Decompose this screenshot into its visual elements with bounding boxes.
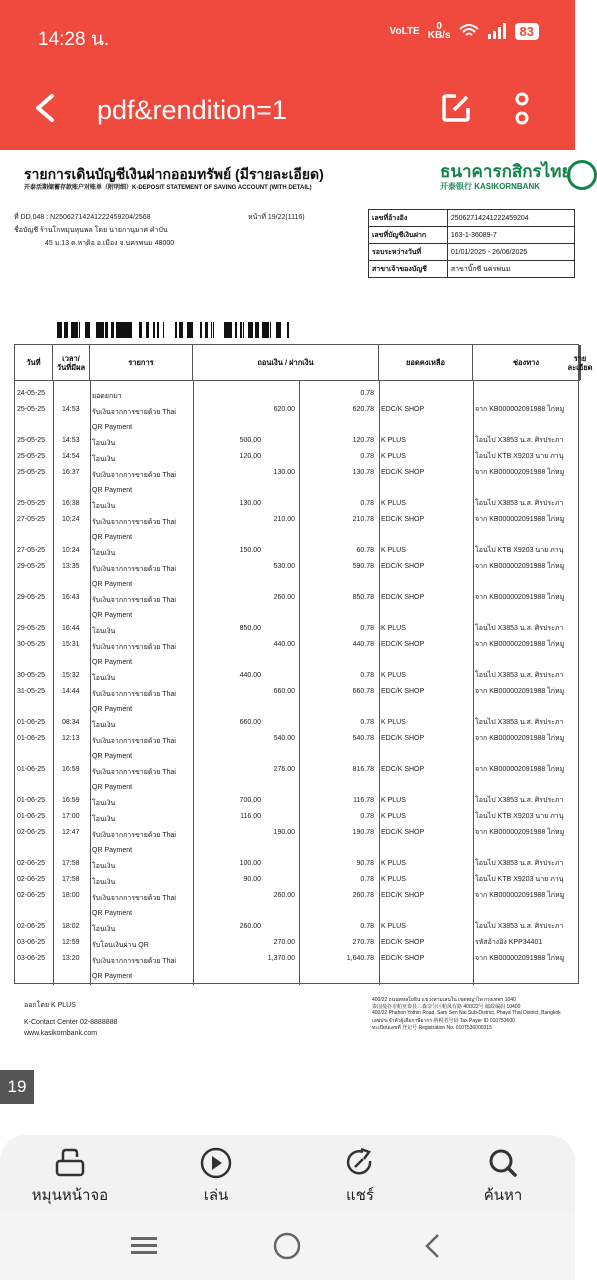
- table-cell: โอนเงิน: [92, 816, 116, 823]
- table-cell: 90.00: [243, 876, 261, 883]
- table-cell: โอนเงิน: [92, 503, 116, 510]
- table-cell: รับเงินจากการขายด้วย Thai QR Payment: [92, 958, 176, 980]
- table-cell: 116.78: [353, 797, 374, 804]
- table-cell: 01-06-25: [17, 735, 46, 742]
- table-cell: โอนไป X3853 น.ส. ศิรประภา: [475, 672, 564, 679]
- page-indicator: 19: [0, 1070, 34, 1104]
- table-cell: โอนเงิน: [92, 863, 116, 870]
- rotate-screen-icon: [53, 1147, 87, 1179]
- volte-icon: VoLTE: [389, 25, 420, 37]
- table-cell: 850.78: [352, 594, 374, 601]
- wifi-icon: [459, 23, 479, 39]
- bottom-toolbar: [0, 1135, 575, 1213]
- table-cell: โอนเงิน: [92, 722, 116, 729]
- info-value: 01/01/2025 - 26/06/2025: [447, 244, 574, 261]
- home-button[interactable]: [271, 1231, 303, 1265]
- table-cell: 0.78: [360, 719, 374, 726]
- info-key: เลขที่บัญชีเงินฝาก: [369, 227, 448, 244]
- table-cell: จาก KB000002091988 ไก่หมู: [475, 766, 565, 773]
- search-label: ค้นหา: [483, 1186, 523, 1204]
- table-cell: 850.00: [239, 625, 261, 632]
- table-cell: จาก KB000002091988 ไก่หมู: [475, 563, 565, 570]
- table-cell: 120.78: [352, 437, 374, 444]
- info-value: 250627142412224592​04: [447, 210, 574, 227]
- info-key: สาขาเจ้าของบัญชี: [369, 261, 448, 278]
- table-cell: 24-05-25: [17, 390, 46, 397]
- table-cell: จาก KB000002091988 ไก่หมู: [475, 406, 565, 413]
- table-cell: รับเงินจากการขายด้วย Thai QR Payment: [92, 644, 176, 666]
- table-cell: 440.00: [273, 641, 295, 648]
- table-cell: 16:43: [62, 594, 80, 601]
- table-cell: 1,370.00: [267, 955, 295, 962]
- table-cell: โอนเงิน: [92, 456, 116, 463]
- table-cell: 276.00: [273, 766, 295, 773]
- table-cell: 27-05-25: [17, 547, 46, 554]
- table-cell: 25-05-25: [17, 437, 46, 444]
- table-cell: 530.00: [273, 563, 295, 570]
- status-bar: [0, 0, 575, 70]
- play-icon: [199, 1147, 233, 1179]
- column-header: ยอดคงเหลือ: [379, 345, 473, 380]
- table-cell: 16:59: [62, 797, 80, 804]
- table-cell: 130.00: [273, 469, 295, 476]
- table-cell: รับเงินจากการขายด้วย Thai QR Payment: [92, 832, 176, 854]
- table-cell: 0.78: [360, 813, 374, 820]
- table-cell: 29-05-25: [17, 563, 46, 570]
- table-cell: EDC/K SHOP: [381, 892, 425, 899]
- table-cell: รับโอนเงินผ่าน QR: [92, 942, 149, 949]
- table-cell: 10:24: [62, 547, 80, 554]
- battery-icon: 83: [515, 23, 539, 40]
- table-cell: 25-05-25: [17, 453, 46, 460]
- footer-taxid: เลขประจำตัวผู้เสียภาษีอากร 纳税者号码 Tax Payer ID 010753600: [372, 1018, 515, 1024]
- table-cell: K PLUS: [381, 719, 406, 726]
- home-icon: [271, 1231, 303, 1261]
- share-button[interactable]: [305, 1147, 415, 1207]
- play-button[interactable]: [161, 1147, 271, 1207]
- column-header: เวลา/ วันที่มีผล: [53, 345, 90, 380]
- table-cell: โอนไป X3853 น.ส. ศิรประภา: [475, 860, 564, 867]
- table-cell: 02-06-25: [17, 923, 46, 930]
- info-row: [369, 244, 575, 261]
- info-value: 163-1-36089-7: [447, 227, 574, 244]
- column-header: รายละเอียด: [580, 345, 581, 380]
- table-cell: 30-05-25: [17, 641, 46, 648]
- back-nav-button[interactable]: [418, 1231, 450, 1265]
- table-cell: K PLUS: [381, 547, 406, 554]
- table-cell: 0.78: [360, 453, 374, 460]
- table-cell: EDC/K SHOP: [381, 563, 425, 570]
- table-cell: 15:32: [62, 672, 80, 679]
- table-cell: 12:59: [62, 939, 80, 946]
- status-time: 14:28 น.: [38, 29, 110, 50]
- system-nav-bar: [0, 1213, 575, 1280]
- table-cell: K PLUS: [381, 453, 406, 460]
- table-cell: 18:00: [62, 892, 80, 899]
- table-cell: 15:31: [62, 641, 80, 648]
- table-cell: โอนไป X3853 น.ส. ศิรประภา: [475, 719, 564, 726]
- table-cell: K PLUS: [381, 813, 406, 820]
- table-cell: 660.00: [273, 688, 295, 695]
- table-cell: EDC/K SHOP: [381, 594, 425, 601]
- table-cell: 116.00: [240, 813, 261, 820]
- table-cell: EDC/K SHOP: [381, 766, 425, 773]
- account-name-line: ชื่อบัญชี ร้านโกหมุนหุนพล โดย นายกานุมาศ คำบัน: [14, 227, 168, 234]
- table-cell: จาก KB000002091988 ไก่หมู: [475, 469, 565, 476]
- table-cell: 14:54: [62, 453, 80, 460]
- more-button[interactable]: [510, 92, 534, 130]
- table-cell: 12:47: [62, 829, 80, 836]
- table-cell: EDC/K SHOP: [381, 829, 425, 836]
- status-icons: [390, 22, 539, 40]
- table-cell: รับเงินจากการขายด้วย Thai QR Payment: [92, 472, 176, 494]
- column-divider: [473, 380, 474, 985]
- table-cell: 16:44: [62, 625, 80, 632]
- table-cell: K PLUS: [381, 923, 406, 930]
- info-value: สาขาบิ๊กซี นครพนม: [447, 261, 574, 278]
- table-cell: จาก KB000002091988 ไก่หมู: [475, 594, 565, 601]
- table-cell: 13:20: [62, 955, 80, 962]
- table-cell: 210.78: [352, 516, 374, 523]
- footer-address-th: 400/22 ถนนพหลโยธิน แขวงสามเสนใน เขตพญาไท กรุงเทพฯ 1040: [372, 997, 516, 1003]
- address-line: 45 ม.13 ต.หาดิอ อ.เมือง จ.นครพนม 48000: [45, 240, 175, 247]
- table-cell: EDC/K SHOP: [381, 406, 425, 413]
- statement-title: รายการเดินบัญชีเงินฝากออมทรัพย์ (มีรายละเอียด): [24, 166, 324, 182]
- share-icon: [343, 1147, 377, 1179]
- table-cell: 14:44: [62, 688, 80, 695]
- footer-issued: ออกโดย K PLUS: [24, 1002, 76, 1009]
- app-bar: [0, 70, 575, 150]
- table-cell: 02-06-25: [17, 829, 46, 836]
- table-cell: จาก KB000002091988 ไก่หมู: [475, 516, 565, 523]
- table-cell: โอนไป KTB X9203 นาย ภานุ: [475, 453, 564, 460]
- table-cell: 01-06-25: [17, 719, 46, 726]
- barcode: [57, 322, 288, 338]
- table-cell: K PLUS: [381, 797, 406, 804]
- table-cell: 0.78: [360, 876, 374, 883]
- table-cell: 13:35: [62, 563, 80, 570]
- column-header: รายการ: [90, 345, 193, 380]
- info-key: รอบระหว่างวันที่: [369, 244, 448, 261]
- table-cell: 260.00: [239, 923, 261, 930]
- table-cell: 12:13: [62, 735, 80, 742]
- table-cell: รับเงินจากการขายด้วย Thai QR Payment: [92, 895, 176, 917]
- header-divider: [15, 380, 580, 381]
- table-cell: 17:58: [62, 860, 80, 867]
- table-cell: K PLUS: [381, 876, 406, 883]
- table-cell: 30-05-25: [17, 672, 46, 679]
- info-row: [369, 210, 575, 227]
- table-cell: ยอดยกมา: [92, 393, 122, 400]
- rotate-screen-button[interactable]: [15, 1147, 125, 1207]
- table-cell: 440.00: [239, 672, 261, 679]
- table-cell: 260.00: [273, 892, 295, 899]
- play-label: เล่น: [203, 1186, 229, 1204]
- table-cell: โอนไป X3853 น.ส. ศิรประภา: [475, 923, 564, 930]
- table-cell: 100.00: [239, 860, 261, 867]
- table-cell: รับเงินจากการขายด้วย Thai QR Payment: [92, 691, 176, 713]
- table-cell: จาก KB000002091988 ไก่หมู: [475, 688, 565, 695]
- edit-icon: [440, 92, 472, 124]
- pdf-document-page[interactable]: [0, 150, 593, 1115]
- table-cell: รหัสอ้างอิง KPP34401: [475, 939, 543, 946]
- footer-address-en: 400/22 Phahon Yothin Road, Sam Sen Nai Sub-District, Phaya Thai District, Bangkok: [372, 1010, 561, 1016]
- table-cell: 620.78: [352, 406, 374, 413]
- back-arrow-icon: [30, 88, 60, 128]
- table-cell: จาก KB000002091988 ไก่หมู: [475, 735, 565, 742]
- table-cell: 540.00: [273, 735, 295, 742]
- table-cell: 0.78: [360, 390, 374, 397]
- table-cell: 10:24: [62, 516, 80, 523]
- table-cell: 660.00: [239, 719, 261, 726]
- table-cell: K PLUS: [381, 500, 406, 507]
- table-cell: 60.78: [356, 547, 374, 554]
- recent-apps-button[interactable]: [128, 1231, 160, 1265]
- table-cell: K PLUS: [381, 437, 406, 444]
- search-button[interactable]: [448, 1147, 558, 1207]
- table-cell: โอนเงิน: [92, 675, 116, 682]
- footer-contact: K-Contact Center 02-8888888: [24, 1019, 118, 1026]
- transactions-table: [14, 344, 593, 984]
- signal-icon: [487, 23, 507, 39]
- back-button[interactable]: [30, 88, 66, 128]
- table-cell: 1,640.78: [346, 955, 374, 962]
- table-cell: EDC/K SHOP: [381, 688, 425, 695]
- table-cell: 130.00: [239, 500, 261, 507]
- table-cell: 08:34: [62, 719, 80, 726]
- table-cell: 500.00: [239, 437, 261, 444]
- column-divider: [379, 380, 380, 985]
- table-cell: 700.00: [239, 797, 261, 804]
- table-cell: EDC/K SHOP: [381, 469, 425, 476]
- bank-logo: [567, 160, 597, 190]
- table-cell: 01-06-25: [17, 766, 46, 773]
- table-cell: 440.78: [352, 641, 374, 648]
- search-icon: [486, 1147, 520, 1179]
- table-cell: 17:00: [62, 813, 80, 820]
- table-cell: โอนเงิน: [92, 926, 116, 933]
- table-cell: 02-06-25: [17, 860, 46, 867]
- table-cell: 190.78: [352, 829, 374, 836]
- table-cell: 0.78: [360, 500, 374, 507]
- table-cell: 25-05-25: [17, 469, 46, 476]
- recent-apps-icon: [128, 1231, 160, 1261]
- table-cell: โอนเงิน: [92, 879, 116, 886]
- table-cell: 90.78: [356, 860, 374, 867]
- table-cell: รับเงินจากการขายด้วย Thai QR Payment: [92, 566, 176, 588]
- more-options-icon: [510, 92, 534, 126]
- table-cell: จาก KB000002091988 ไก่หมู: [475, 955, 565, 962]
- table-cell: จาก KB000002091988 ไก่หมู: [475, 829, 565, 836]
- column-divider: [53, 380, 54, 985]
- info-row: [369, 227, 575, 244]
- table-cell: 210.00: [273, 516, 295, 523]
- table-cell: 31-05-25: [17, 688, 46, 695]
- reference-line: ที่ DD.048 : N2506271424122245920​4/2568: [14, 214, 151, 221]
- table-cell: 0.78: [360, 672, 374, 679]
- column-header: วันที่: [15, 345, 53, 380]
- table-cell: 25-05-25: [17, 500, 46, 507]
- table-cell: EDC/K SHOP: [381, 939, 425, 946]
- rotate-screen-label: หมุนหน้าจอ: [31, 1186, 109, 1204]
- table-cell: รับเงินจากการขายด้วย Thai QR Payment: [92, 409, 176, 431]
- table-cell: 590.78: [352, 563, 374, 570]
- table-cell: 0.78: [360, 625, 374, 632]
- table-cell: EDC/K SHOP: [381, 735, 425, 742]
- column-header: ช่องทาง: [473, 345, 580, 380]
- table-cell: 270.78: [352, 939, 374, 946]
- table-cell: 270.00: [273, 939, 295, 946]
- table-cell: 150.00: [239, 547, 261, 554]
- table-cell: 0.78: [360, 923, 374, 930]
- table-cell: โอนเงิน: [92, 800, 116, 807]
- table-cell: จาก KB000002091988 ไก่หมู: [475, 892, 565, 899]
- table-cell: จาก KB000002091988 ไก่หมู: [475, 641, 565, 648]
- table-cell: 120.00: [239, 453, 261, 460]
- table-cell: 27-05-25: [17, 516, 46, 523]
- network-speed: 0 KB/s: [427, 21, 451, 41]
- table-cell: รับเงินจากการขายด้วย Thai QR Payment: [92, 519, 176, 541]
- page-title: pdf&rendition=1: [97, 95, 287, 125]
- edit-button[interactable]: [440, 92, 472, 128]
- table-cell: 130.78: [352, 469, 374, 476]
- share-label: แชร์: [346, 1186, 374, 1204]
- statement-subtitle: 开泰活期储蓄存款账户对账单（附明细）K-DEPOSIT STATEMENT OF SAVING ACCOUNT (WITH DETAIL): [24, 185, 312, 191]
- page-number-line: หน้าที่ 19/22(1116): [248, 214, 305, 221]
- column-divider: [90, 380, 91, 985]
- footer-address-cn: 泰国曼谷市帕亚泰县三森奈分区帕凤有路 400/22号 邮政编码 10400: [372, 1004, 521, 1010]
- table-cell: 16:37: [62, 469, 80, 476]
- column-divider: [193, 380, 194, 985]
- info-row: [369, 261, 575, 278]
- table-cell: K PLUS: [381, 860, 406, 867]
- table-cell: 29-05-25: [17, 594, 46, 601]
- footer-website: www.kasikornbank.com: [24, 1030, 98, 1037]
- table-cell: โอนไป X3853 น.ส. ศิรประภา: [475, 437, 564, 444]
- table-cell: EDC/K SHOP: [381, 955, 425, 962]
- table-cell: EDC/K SHOP: [381, 641, 425, 648]
- table-cell: 14:53: [62, 437, 80, 444]
- table-cell: 16:59: [62, 766, 80, 773]
- table-cell: 16:38: [62, 500, 80, 507]
- table-cell: 02-06-25: [17, 876, 46, 883]
- account-info-table: [368, 209, 575, 278]
- back-nav-icon: [418, 1231, 450, 1261]
- info-key: เลขที่อ้างอิง: [369, 210, 448, 227]
- footer-registration: ทะเบียนเลขที่ 登记号 Registration No. 0107536000315: [372, 1025, 492, 1031]
- table-cell: โอนเงิน: [92, 628, 116, 635]
- table-cell: 17:58: [62, 876, 80, 883]
- bank-name-en: 开泰银行 KASIKORNBANK: [440, 182, 540, 191]
- table-cell: โอนไป X3853 น.ส. ศิรประภา: [475, 625, 564, 632]
- table-cell: รับเงินจากการขายด้วย Thai QR Payment: [92, 769, 176, 791]
- table-cell: 03-06-25: [17, 939, 46, 946]
- table-cell: 14:53: [62, 406, 80, 413]
- table-cell: โอนไป X3853 น.ส. ศิรประภา: [475, 797, 564, 804]
- table-cell: 01-06-25: [17, 813, 46, 820]
- table-cell: K PLUS: [381, 625, 406, 632]
- table-cell: 620.00: [273, 406, 295, 413]
- bank-name-thai: ธนาคารกสิกรไทย: [440, 162, 572, 181]
- table-cell: 29-05-25: [17, 625, 46, 632]
- table-cell: โอนเงิน: [92, 440, 116, 447]
- table-cell: รับเงินจากการขายด้วย Thai QR Payment: [92, 738, 176, 760]
- table-cell: 260.00: [273, 594, 295, 601]
- table-cell: 01-06-25: [17, 797, 46, 804]
- table-cell: 02-06-25: [17, 892, 46, 899]
- table-cell: โอนไป KTB X9203 นาย ภานุ: [475, 876, 564, 883]
- table-cell: โอนเงิน: [92, 550, 116, 557]
- table-cell: โอนไป KTB X9203 นาย ภานุ: [475, 813, 564, 820]
- table-cell: 260.78: [352, 892, 374, 899]
- table-cell: รับเงินจากการขายด้วย Thai QR Payment: [92, 597, 176, 619]
- table-cell: 03-06-25: [17, 955, 46, 962]
- table-cell: 190.00: [273, 829, 295, 836]
- table-cell: K PLUS: [381, 672, 406, 679]
- table-cell: EDC/K SHOP: [381, 516, 425, 523]
- table-cell: 25-05-25: [17, 406, 46, 413]
- table-cell: โอนไป X3853 น.ส. ศิรประภา: [475, 500, 564, 507]
- column-divider: [299, 380, 300, 985]
- table-cell: 18:02: [62, 923, 80, 930]
- table-cell: 816.78: [352, 766, 374, 773]
- table-cell: 660.78: [352, 688, 374, 695]
- table-cell: โอนไป KTB X9203 นาย ภานุ: [475, 547, 564, 554]
- table-cell: 540.78: [352, 735, 374, 742]
- column-header: ถอนเงิน / ฝากเงิน: [193, 345, 379, 380]
